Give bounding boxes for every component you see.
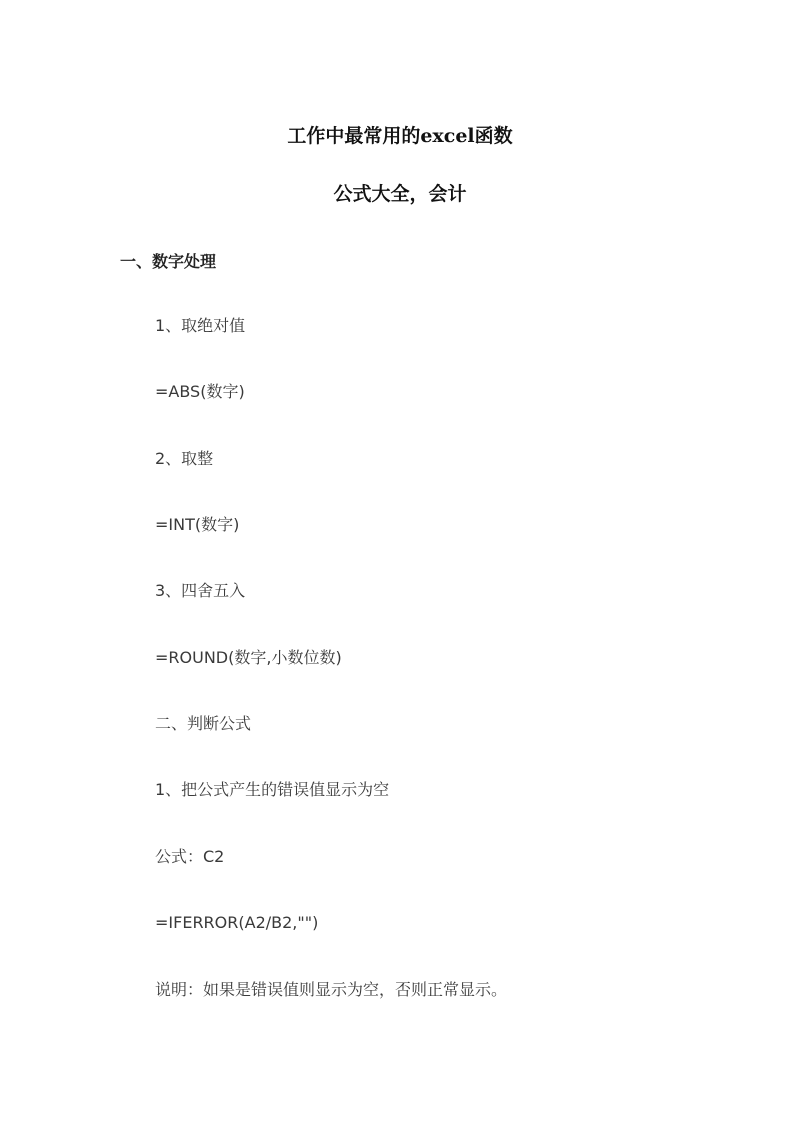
item-round-heading: 3、四舍五入 bbox=[155, 581, 246, 600]
document-subtitle: 公式大全，会计 bbox=[333, 183, 467, 205]
formula-cell-label: 公式：C2 bbox=[155, 847, 225, 866]
section-heading-judgment-formulas: 二、判断公式 bbox=[155, 714, 252, 733]
item-error-to-blank-heading: 1、把公式产生的错误值显示为空 bbox=[155, 780, 390, 799]
document-title: 工作中最常用的excel函数 bbox=[287, 125, 513, 147]
formula-explanation: 说明：如果是错误值则显示为空，否则正常显示。 bbox=[155, 980, 508, 999]
item-absolute-value-heading: 1、取绝对值 bbox=[155, 316, 246, 335]
formula-round: =ROUND(数字,小数位数) bbox=[155, 648, 342, 667]
formula-iferror: =IFERROR(A2/B2,"") bbox=[155, 913, 319, 932]
formula-abs: =ABS(数字) bbox=[155, 382, 245, 401]
section-heading-number-processing: 一、数字处理 bbox=[120, 252, 217, 271]
formula-int: =INT(数字) bbox=[155, 515, 240, 534]
item-integer-heading: 2、取整 bbox=[155, 449, 214, 468]
